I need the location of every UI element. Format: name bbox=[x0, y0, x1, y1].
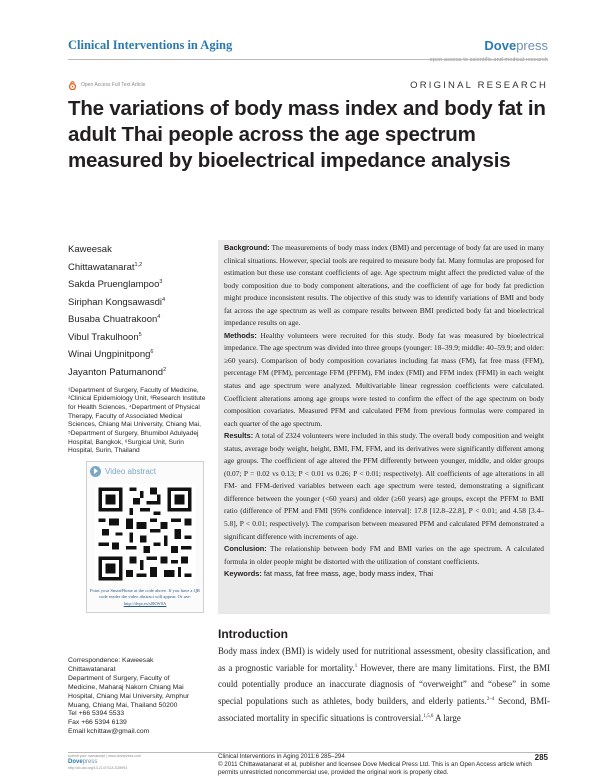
qr-code-icon[interactable] bbox=[95, 484, 195, 584]
author-name: Chittawatanarat$^{1,2}$ bbox=[68, 261, 143, 273]
author-name: Busaba Chuatrakoon$^4$ bbox=[68, 314, 161, 326]
article-title: The variations of body mass index and body fat in adult Thai people across the age spectrum measured by bioelectrical impedance analysis bbox=[68, 97, 546, 172]
correspondence-line: Correspondence: Kaweesak bbox=[68, 657, 154, 664]
play-icon[interactable] bbox=[90, 466, 101, 477]
header-divider bbox=[68, 59, 548, 60]
footer-submit-link[interactable]: submit your manuscript | www.dovepress.com bbox=[68, 754, 142, 758]
correspondence-line: Tel +66 5394 5533 bbox=[68, 710, 125, 718]
article-type: ORIGINAL RESEARCH bbox=[410, 80, 548, 91]
citation-ref[interactable]: 1 bbox=[354, 664, 358, 670]
author-list bbox=[68, 240, 208, 381]
footer-left bbox=[68, 754, 208, 772]
author-name: Vibul Trakulhoon$^5$ bbox=[68, 331, 142, 343]
correspondence bbox=[68, 657, 208, 737]
publisher-logo[interactable] bbox=[484, 38, 548, 53]
open-access-lock-icon bbox=[68, 81, 77, 90]
footer-citation bbox=[218, 753, 550, 776]
left-column bbox=[68, 240, 208, 456]
footer-journal-citation: Clinical Interventions in Aging 2011:6 285–294 bbox=[218, 753, 345, 760]
publisher-logo-dove: Dove bbox=[484, 38, 517, 53]
author-name: Jayanton Patumanond$^2$ bbox=[68, 366, 167, 379]
footer-copyright: © 2011 Chittawatanarat et al, publisher and licensee Dove Medical Press Ltd. This is an Open Access article which permits unrestricted noncommercial use, provided the original work is properly cited. bbox=[218, 761, 532, 776]
correspondence-line: Muang, Chiang Mai, Thailand 50200 bbox=[68, 701, 178, 709]
correspondence-line: Hospital, Chiang Mai University, Amphur bbox=[68, 692, 190, 700]
author-name: Kaweesak bbox=[68, 244, 112, 256]
author-name: Winai Ungpinitpong$^6$ bbox=[68, 349, 154, 361]
video-abstract-box[interactable] bbox=[86, 461, 204, 613]
publisher-tagline: open access to scientific and medical research bbox=[429, 57, 548, 63]
video-abstract-link[interactable]: http://dvpr.es/s0KW0A bbox=[123, 600, 167, 606]
footer-publisher-logo: Dovepress bbox=[68, 759, 98, 766]
author-name: Siriphan Kongsawasdi$^4$ bbox=[68, 296, 166, 308]
abstract-conclusion: Conclusion: The relationship between body FM and BMI varies on the age spectrum. A calculated formula in older people might be distorted with the utilization of constant coefficients. bbox=[224, 544, 544, 566]
video-abstract-label[interactable]: Video abstract bbox=[105, 466, 156, 476]
affiliations: ¹Department of Surgery, Faculty of Medicine, ²Clinical Epidemiology Unit, ³Research Institute for Health Sciences, ⁴Department of Physical Therapy, Faculty of Associated Medical Sciences, Chiang Mai University, Chiang Mai, ⁵Department of Surgery, Bhumibol Adulyadej Hospital, Bangkok, ⁶Surgical Unit, Surin Hospital, Surin, Thailand bbox=[68, 386, 206, 455]
correspondence-line: Medicine, Maharaj Nakorn Chiang Mai bbox=[68, 683, 184, 691]
author-name: Sakda Pruenglampoo$^3$ bbox=[68, 279, 163, 291]
abstract-methods: Methods: Healthy volunteers were recruited for this study. Body fat was measured by bioelectrical impedance. The age spectrum was divided into three groups (younger: 18–39.9; middle: 40–59.9; and older: ≥60 years). Comparison of body composition covariates including fat mass (FM), fat free mass (FFM), percentage FM (PFM), percentage FFM (PFFM), FM index (FMI) and FFM index (FFMI) in each weight status and age spectrum were analyzed. Multivariable linear regression coefficients were calculated. Coefficient alterations among age groups were tested to confirm the effect of the age spectrum on body composition covariates. Measured PFM and calculated PFM from previous formulas were compared in each quarter of the age spectrum. bbox=[224, 330, 544, 428]
journal-header bbox=[68, 38, 548, 78]
introduction-text: Body mass index (BMI) is widely used for nutritional assessment, obesity classification, and as a prognostic variable for mortality.$^1$ However, there are many limitations. First, the BMI could potentially produce an inaccurate diagnosis of “overweight” and “obese” in some special populations such as athletes, body builders, and elderly patients.$^{2-4}$ Second, BMI-associated mortality in specific situations is controversial.$^{1,5,6}$ A large bbox=[218, 646, 551, 724]
page-number: 285 bbox=[534, 753, 548, 762]
introduction-heading: Introduction bbox=[218, 627, 288, 641]
correspondence-line: Chittawatanarat bbox=[68, 665, 116, 673]
correspondence-email[interactable]: Email kchittaw@gmail.com bbox=[68, 728, 150, 736]
publisher-logo-press: press bbox=[516, 38, 548, 53]
video-abstract-header[interactable] bbox=[90, 465, 156, 477]
citation-ref[interactable]: 1,5,6 bbox=[423, 714, 434, 720]
abstract-results: Results: A total of 2324 volunteers were included in this study. The overall body composition and weight status, average body weight, height, BMI, FM, FFM, and its derivatives were significantly different among age groups. The coefficient of age altered the PFM differently between younger, middle, and older groups (0.07; P = 0.02 vs 0.13; P < 0.01 vs 0.26; P < 0.01; respectively). All coefficients of age alterations in all FM- and FFM-derived variables between each age spectrum were tested, demonstrating a significant difference between the younger (<60 years) and older (≥60 years) age groups, except the PFFM to BMI ratio (difference of PFM and FMI [95% confidence interval]: 17.8 [12.8–22.8], P < 0.01; and 4.58 [3.4–5.8], P < 0.01; respectively). The comparison between measured PFM and calculated PFM demonstrated a significant difference with increments of age. bbox=[224, 431, 544, 541]
correspondence-line: Department of Surgery, Faculty of bbox=[68, 674, 170, 682]
open-access-label: Open Access Full Text Article bbox=[81, 82, 146, 88]
open-access-badge bbox=[68, 80, 145, 90]
footer-doi[interactable]: http://dx.doi.org/10.2147/CIA.S28993 bbox=[68, 766, 128, 771]
video-abstract-note bbox=[90, 588, 200, 607]
journal-name[interactable]: Clinical Interventions in Aging bbox=[68, 38, 233, 52]
abstract-box bbox=[218, 240, 550, 614]
abstract-keywords: Keywords: fat mass, fat free mass, age, body mass index, Thai bbox=[224, 569, 433, 579]
video-abstract-instructions: Point your SmartPhone at the code above. If you have a QR code reader the video abstract will appear. Or use: bbox=[90, 588, 200, 600]
correspondence-line: Fax +66 5394 6139 bbox=[68, 719, 127, 727]
abstract-background: Background: The measurements of body mass index (BMI) and percentage of body fat are used in many clinical situations. However, special tools are required to measure body fat. Many formulas are proposed for estimation but these use constant coefficients of age. Age spectrum might affect the predicted value of the body composition due to body component alterations, and the coefficient of age for body fat prediction might produce inconsistent results. The objective of this study was to identify variations of BMI and body fat across the age spectrum as well as compare results between BMI predicted body fat and bioelectrical impedance results on age. bbox=[224, 243, 544, 328]
citation-ref[interactable]: 2–4 bbox=[486, 697, 495, 703]
